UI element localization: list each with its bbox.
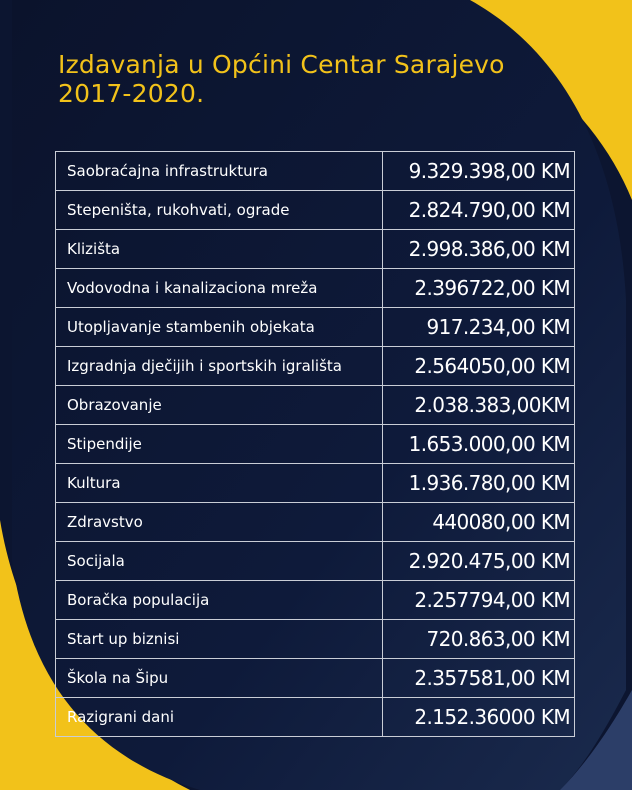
row-value: 720.863,00 KM <box>383 620 575 659</box>
table-row <box>56 542 575 581</box>
row-value: 440080,00 KM <box>383 503 575 542</box>
expenditure-table <box>55 151 575 737</box>
table-row <box>56 152 575 191</box>
table-row <box>56 659 575 698</box>
row-value: 2.564050,00 KM <box>383 347 575 386</box>
row-label: Utopljavanje stambenih objekata <box>56 308 383 347</box>
row-value: 2.824.790,00 KM <box>383 191 575 230</box>
row-label: Zdravstvo <box>56 503 383 542</box>
row-value: 1.936.780,00 KM <box>383 464 575 503</box>
row-value: 9.329.398,00 KM <box>383 152 575 191</box>
table-row <box>56 347 575 386</box>
row-label: Boračka populacija <box>56 581 383 620</box>
table-row <box>56 230 575 269</box>
title-line-2: 2017-2020. <box>58 79 205 108</box>
page-title <box>58 50 505 108</box>
table-row <box>56 620 575 659</box>
table-row <box>56 425 575 464</box>
table-row <box>56 191 575 230</box>
row-value: 2.357581,00 KM <box>383 659 575 698</box>
table-row <box>56 308 575 347</box>
table-row <box>56 386 575 425</box>
table-row <box>56 698 575 737</box>
row-value: 2.038.383,00KM <box>383 386 575 425</box>
row-label: Obrazovanje <box>56 386 383 425</box>
table-row <box>56 464 575 503</box>
row-label: Start up biznisi <box>56 620 383 659</box>
table-row <box>56 581 575 620</box>
row-label: Klizišta <box>56 230 383 269</box>
title-line-1: Izdavanja u Općini Centar Sarajevo <box>58 50 505 79</box>
row-label: Kultura <box>56 464 383 503</box>
row-label: Saobraćajna infrastruktura <box>56 152 383 191</box>
row-label: Škola na Šipu <box>56 659 383 698</box>
row-label: Socijala <box>56 542 383 581</box>
table-row <box>56 503 575 542</box>
row-label: Stepeništa, rukohvati, ograde <box>56 191 383 230</box>
row-value: 2.920.475,00 KM <box>383 542 575 581</box>
row-value: 2.396722,00 KM <box>383 269 575 308</box>
row-value: 2.152.36000 KM <box>383 698 575 737</box>
table-row <box>56 269 575 308</box>
row-label: Izgradnja dječijih i sportskih igrališta <box>56 347 383 386</box>
row-label: Stipendije <box>56 425 383 464</box>
row-value: 917.234,00 KM <box>383 308 575 347</box>
row-label: Vodovodna i kanalizaciona mreža <box>56 269 383 308</box>
row-label: Razigrani dani <box>56 698 383 737</box>
row-value: 1.653.000,00 KM <box>383 425 575 464</box>
row-value: 2.257794,00 KM <box>383 581 575 620</box>
row-value: 2.998.386,00 KM <box>383 230 575 269</box>
